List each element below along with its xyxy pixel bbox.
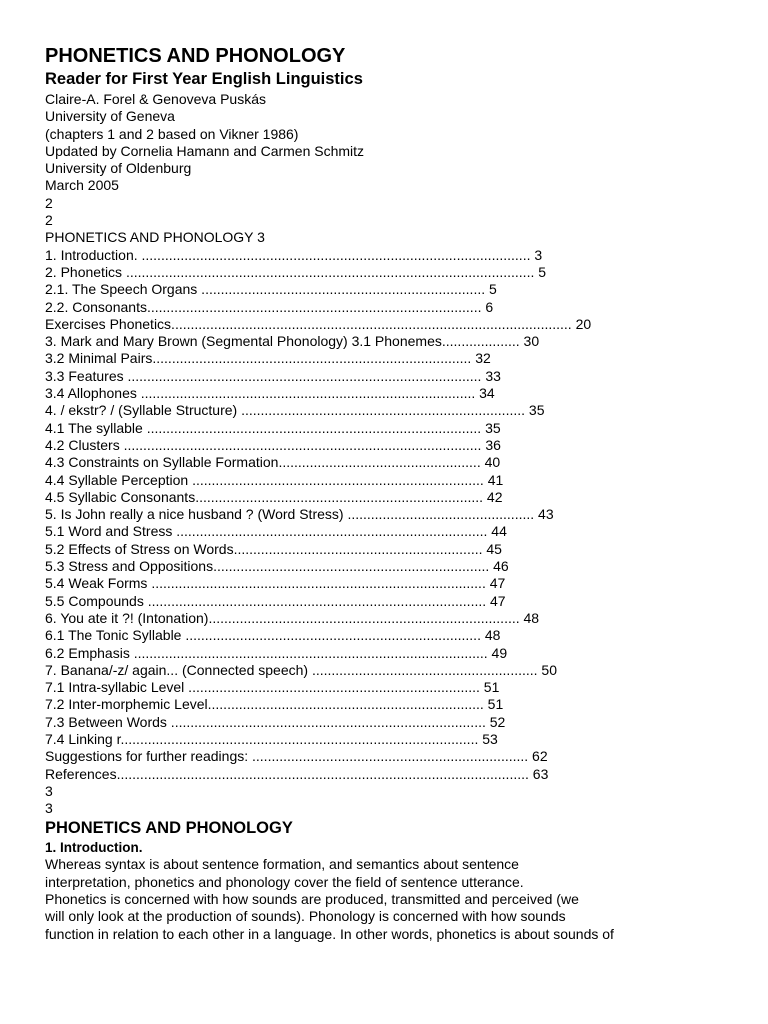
toc-entry: 4.1 The syllable ...................................................................................... 35 [45,419,501,436]
toc-entry: 7.1 Intra-syllabic Level ........................................................................... 51 [45,679,500,696]
toc-entry: 6.2 Emphasis ........................................................................................... 49 [45,644,508,661]
toc-entry: 7.2 Inter-morphemic Level....................................................................... 51 [45,696,504,713]
toc-entry: 1. Introduction. .................................................................................................... 3 [45,246,543,263]
toc-entry: 3.2 Minimal Pairs.................................................................................. 32 [45,350,491,367]
toc-entry: 4.3 Constraints on Syllable Formation.................................................... 40 [45,454,501,471]
toc-entry: 7.4 Linking r............................................................................................ 53 [45,730,498,747]
toc-entry: 5.2 Effects of Stress on Words................................................................ 45 [45,540,502,557]
credits-block [45,91,745,247]
page-number: 3 [45,800,53,817]
page-number: 3 [45,782,53,799]
toc-entry: 3.3 Features ........................................................................................... 33 [45,367,501,384]
toc-entry: Exercises Phonetics....................................................................................................... 20 [45,315,592,332]
toc-entry: References.......................................................................................................... 63 [45,765,549,782]
credit-line: Claire-A. Forel & Genoveva Puskás [45,91,266,107]
paragraph-line: will only look at the production of sounds). Phonology is concerned with how sounds [45,908,566,925]
paragraph-line: Phonetics is concerned with how sounds are produced, transmitted and perceived (we [45,891,579,908]
toc-entry: 4.2 Clusters ............................................................................................ 36 [45,436,501,453]
running-header: PHONETICS AND PHONOLOGY 3 [45,229,265,246]
toc-entry: 5. Is John really a nice husband ? (Word Stress) ................................................ 43 [45,506,554,523]
toc-entry: 4. / ekstr? / (Syllable Structure) ......................................................................... 35 [45,402,545,419]
toc-entry: 4.4 Syllable Perception ........................................................................... 41 [45,471,504,488]
toc-entry: 6. You ate it ?! (Intonation)................................................................................ 48 [45,609,540,626]
document-page [45,44,745,943]
toc-entry: 4.5 Syllabic Consonants.......................................................................... 42 [45,488,503,505]
credit-line: University of Geneva [45,108,175,125]
document-title: PHONETICS AND PHONOLOGY [45,45,346,67]
section-title: PHONETICS AND PHONOLOGY [45,819,293,838]
table-of-contents [45,247,745,818]
credit-line: (chapters 1 and 2 based on Vikner 1986) [45,125,299,142]
paragraph-line: function in relation to each other in a language. In other words, phonetics is about sounds of [45,925,614,942]
body-paragraph [45,856,745,942]
toc-entry: 2. Phonetics ......................................................................................................... 5 [45,263,547,280]
document-subtitle: Reader for First Year English Linguistics [45,70,363,88]
toc-entry: 7.3 Between Words ................................................................................. 52 [45,713,506,730]
toc-entry: 3.4 Allophones ...................................................................................... 34 [45,385,495,402]
credit-line: Updated by Cornelia Hamann and Carmen Schmitz [45,142,365,159]
toc-entry: Suggestions for further readings: ....................................................................... 62 [45,748,548,765]
credit-line: March 2005 [45,177,119,194]
toc-entry: 5.3 Stress and Oppositions....................................................................... 46 [45,558,509,575]
toc-entry: 5.4 Weak Forms ...................................................................................... 47 [45,575,506,592]
page-number: 2 [45,194,53,211]
chapter-heading: 1. Introduction. [45,840,143,856]
toc-entry: 2.2. Consonants...................................................................................... 6 [45,298,494,315]
toc-entry: 6.1 The Tonic Syllable ............................................................................ 48 [45,627,501,644]
paragraph-line: interpretation, phonetics and phonology cover the field of sentence utterance. [45,873,524,890]
toc-entry: 7. Banana/-z/ again... (Connected speech) .......................................................... 50 [45,661,558,678]
credit-line: University of Oldenburg [45,160,192,177]
toc-entry: 3. Mark and Mary Brown (Segmental Phonology) 3.1 Phonemes.................... 30 [45,333,540,350]
toc-entry: 5.1 Word and Stress ................................................................................ 44 [45,523,507,540]
page-number: 2 [45,212,53,229]
toc-entry: 2.1. The Speech Organs ......................................................................... 5 [45,281,497,298]
toc-entry: 5.5 Compounds ....................................................................................... 47 [45,592,506,609]
paragraph-line: Whereas syntax is about sentence formation, and semantics about sentence [45,856,519,873]
